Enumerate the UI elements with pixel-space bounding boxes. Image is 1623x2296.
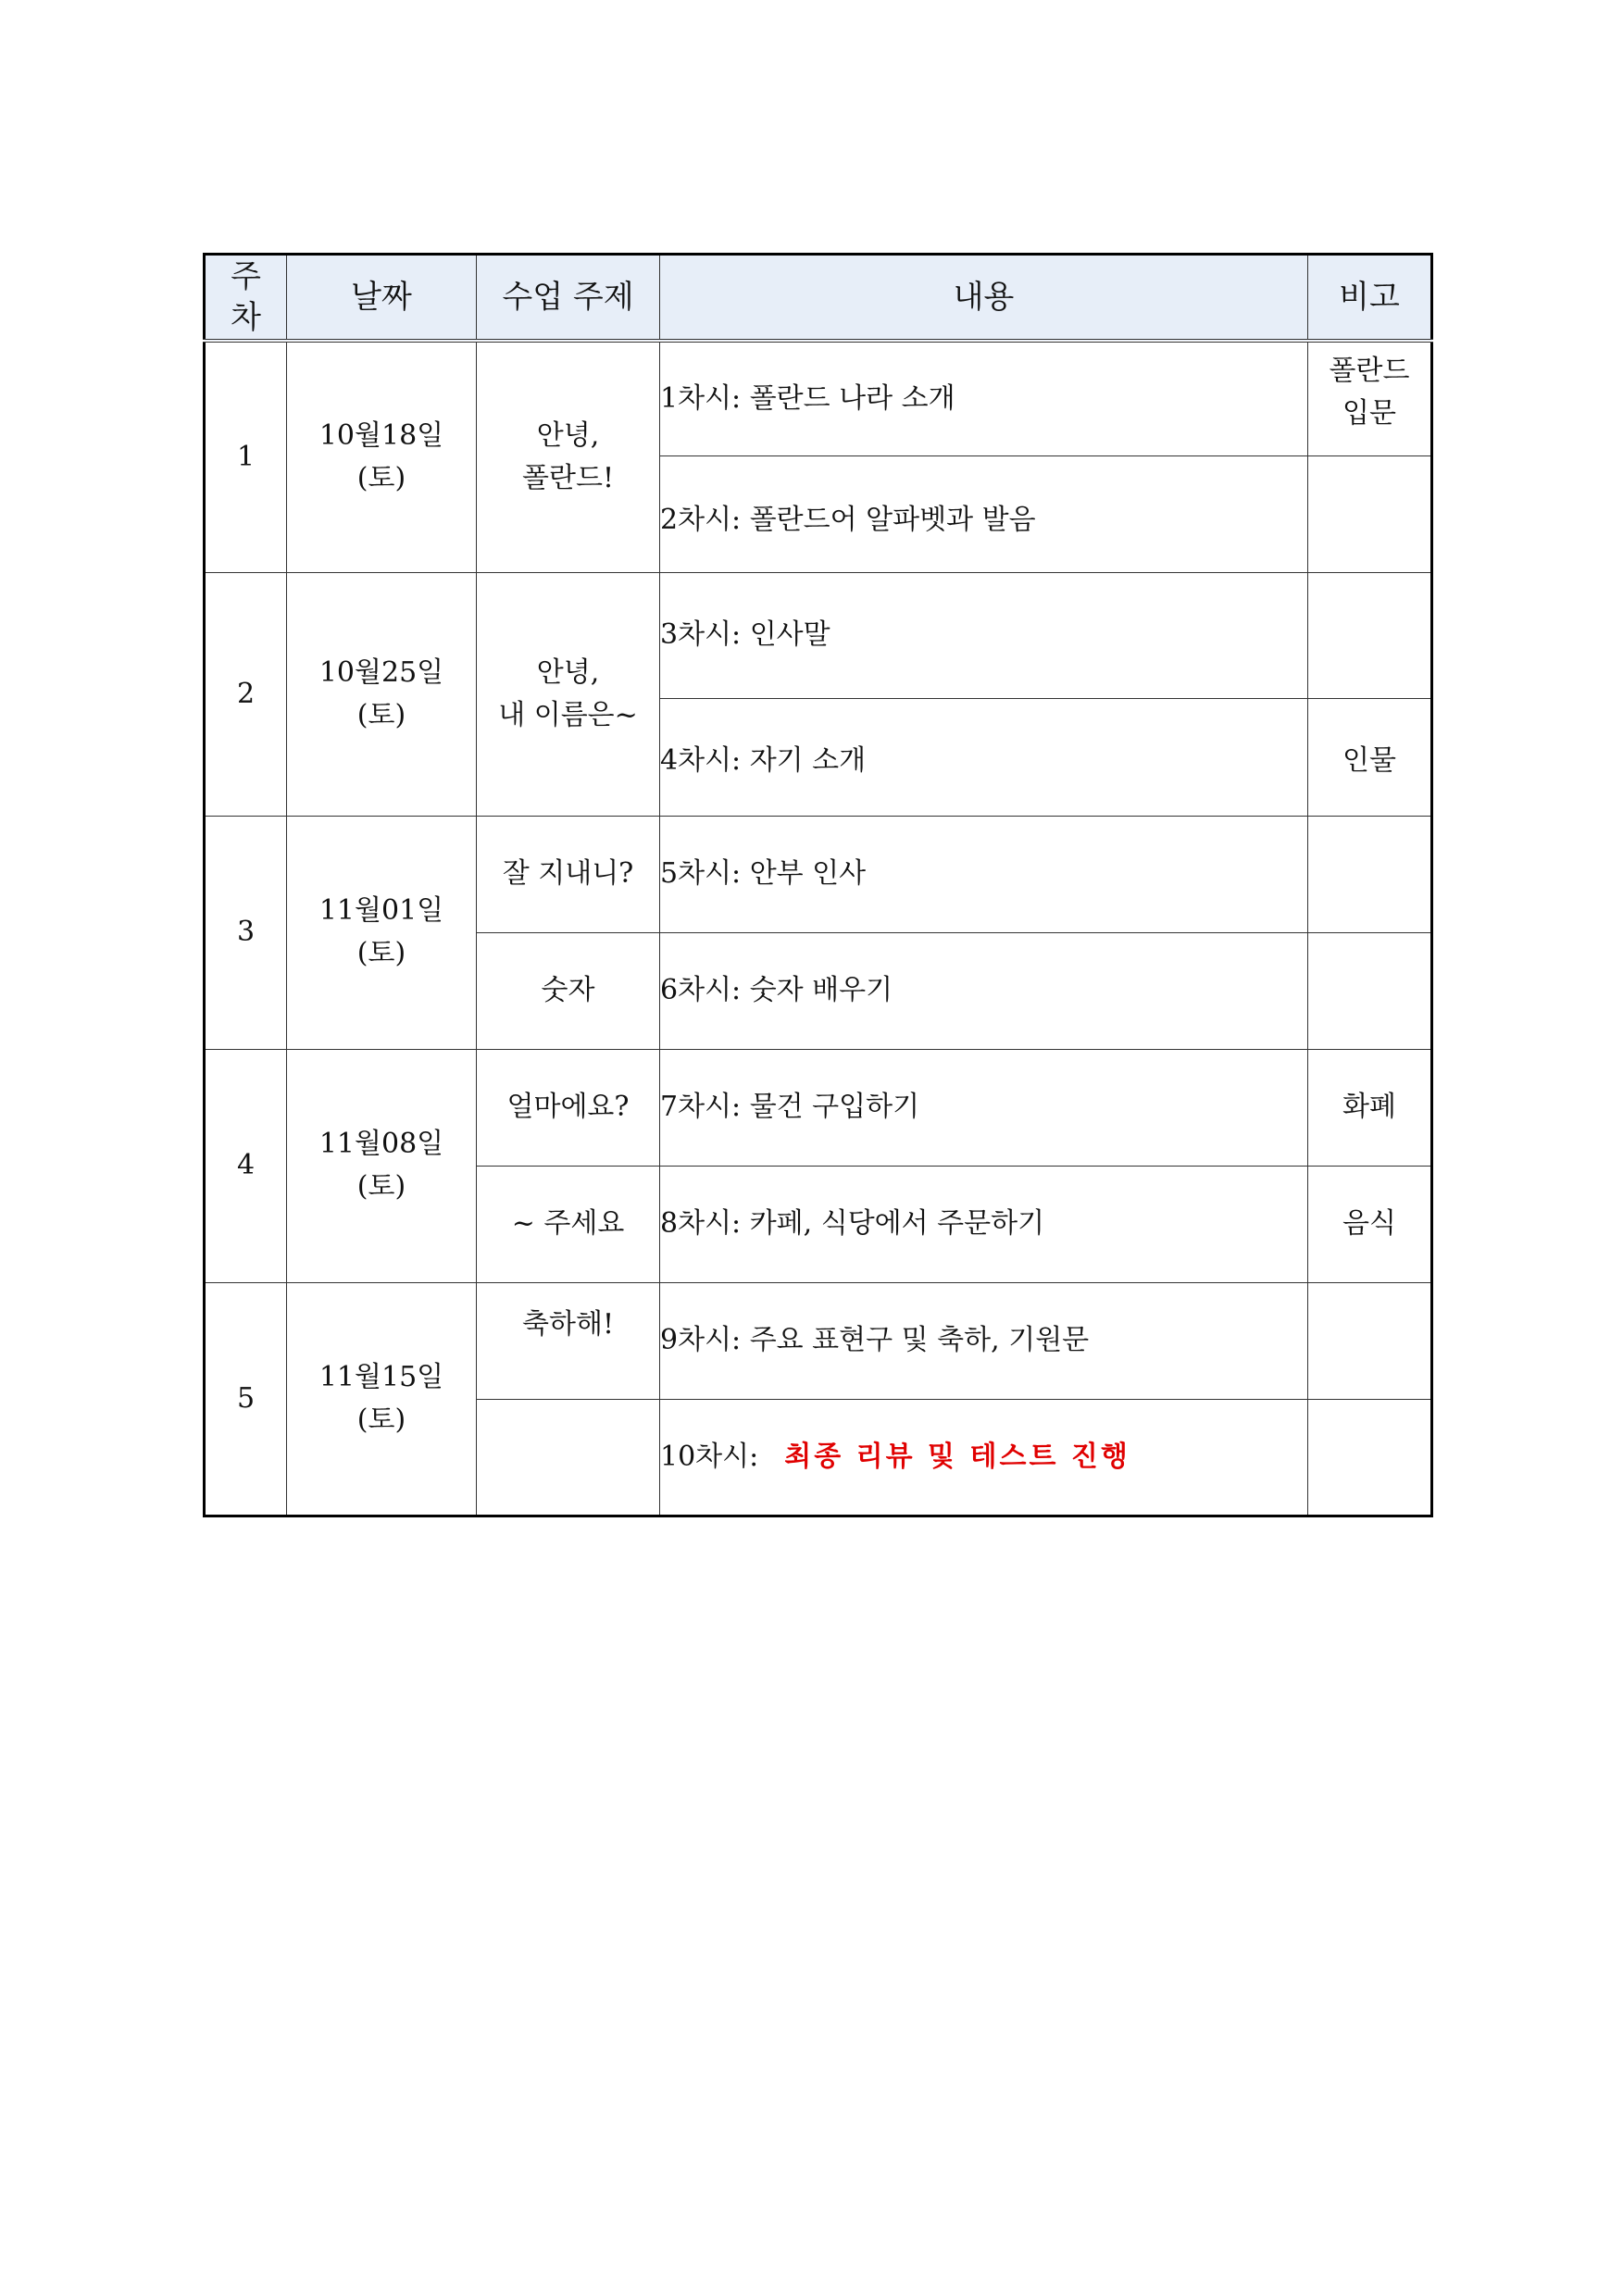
lesson-topic: 잘 지내니? bbox=[477, 816, 660, 932]
date-line1: 11월15일 bbox=[318, 1360, 444, 1393]
lesson-topic bbox=[477, 572, 660, 816]
lesson-content: 1차시: 폴란드 나라 소개 bbox=[660, 341, 1308, 455]
lesson-content: 2차시: 폴란드어 알파벳과 발음 bbox=[660, 455, 1308, 572]
lesson-content: 5차시: 안부 인사 bbox=[660, 816, 1308, 932]
lesson-note bbox=[1308, 1282, 1432, 1399]
week-number: 4 bbox=[205, 1049, 287, 1282]
note-line2: 입문 bbox=[1342, 397, 1396, 430]
header-week-line1: 주 bbox=[231, 258, 261, 295]
final-review-highlight: 최종 리뷰 및 테스트 진행 bbox=[784, 1440, 1130, 1473]
date-line2: (토) bbox=[356, 1170, 406, 1203]
table-header bbox=[205, 255, 1432, 342]
lesson-content: 7차시: 물건 구입하기 bbox=[660, 1049, 1308, 1166]
lesson-note bbox=[1308, 932, 1432, 1049]
topic-line1: 안녕, bbox=[536, 418, 600, 452]
lesson-note bbox=[1308, 572, 1432, 698]
lesson-topic: 숫자 bbox=[477, 932, 660, 1049]
table-row bbox=[205, 572, 1432, 698]
topic-line2: 폴란드! bbox=[522, 461, 614, 494]
course-schedule-table bbox=[203, 253, 1433, 1517]
lesson-note bbox=[1308, 816, 1432, 932]
lesson-date bbox=[287, 572, 477, 816]
note-line1: 폴란드 bbox=[1329, 355, 1410, 387]
lesson-note bbox=[1308, 455, 1432, 572]
header-week bbox=[205, 255, 287, 342]
lesson-content: 4차시: 자기 소개 bbox=[660, 698, 1308, 816]
lesson-note: 인물 bbox=[1308, 698, 1432, 816]
lesson-topic bbox=[477, 1399, 660, 1516]
lesson-date bbox=[287, 341, 477, 572]
date-line1: 11월08일 bbox=[318, 1128, 444, 1160]
lesson-note bbox=[1308, 341, 1432, 455]
lesson-content: 6차시: 숫자 배우기 bbox=[660, 932, 1308, 1049]
lesson-topic: ~ 주세요 bbox=[477, 1166, 660, 1282]
table-body bbox=[205, 341, 1432, 1516]
date-line2: (토) bbox=[356, 698, 406, 731]
week-number: 5 bbox=[205, 1282, 287, 1516]
lesson-date bbox=[287, 1049, 477, 1282]
lesson-topic: 얼마에요? bbox=[477, 1049, 660, 1166]
table-row bbox=[205, 1049, 1432, 1166]
header-date: 날짜 bbox=[287, 255, 477, 342]
lesson-topic: 축하해! bbox=[477, 1282, 660, 1399]
week-number: 2 bbox=[205, 572, 287, 816]
table-row bbox=[205, 1282, 1432, 1399]
week-number: 1 bbox=[205, 341, 287, 572]
lesson-content: 3차시: 인사말 bbox=[660, 572, 1308, 698]
date-line1: 10월25일 bbox=[318, 655, 444, 689]
lesson-note bbox=[1308, 1399, 1432, 1516]
date-line2: (토) bbox=[356, 461, 406, 494]
topic-line1: 안녕, bbox=[536, 655, 600, 689]
lesson-date bbox=[287, 816, 477, 1049]
lesson-content: 9차시: 주요 표현구 및 축하, 기원문 bbox=[660, 1282, 1308, 1399]
lesson-note: 음식 bbox=[1308, 1166, 1432, 1282]
week-number: 3 bbox=[205, 816, 287, 1049]
table-row bbox=[205, 341, 1432, 455]
date-line1: 10월18일 bbox=[318, 418, 444, 452]
lesson-content: 8차시: 카페, 식당에서 주문하기 bbox=[660, 1166, 1308, 1282]
table-row bbox=[205, 816, 1432, 932]
lesson-label: 10차시: bbox=[660, 1440, 759, 1473]
lesson-date bbox=[287, 1282, 477, 1516]
header-content: 내용 bbox=[660, 255, 1308, 342]
date-line1: 11월01일 bbox=[318, 894, 444, 927]
header-week-line2: 차 bbox=[231, 299, 261, 336]
date-line2: (토) bbox=[356, 1403, 406, 1436]
header-note: 비고 bbox=[1308, 255, 1432, 342]
header-topic: 수업 주제 bbox=[477, 255, 660, 342]
header-row bbox=[205, 255, 1432, 342]
date-line2: (토) bbox=[356, 937, 406, 969]
lesson-note: 화폐 bbox=[1308, 1049, 1432, 1166]
lesson-topic bbox=[477, 341, 660, 572]
topic-line2: 내 이름은~ bbox=[498, 698, 638, 731]
lesson-content bbox=[660, 1399, 1308, 1516]
